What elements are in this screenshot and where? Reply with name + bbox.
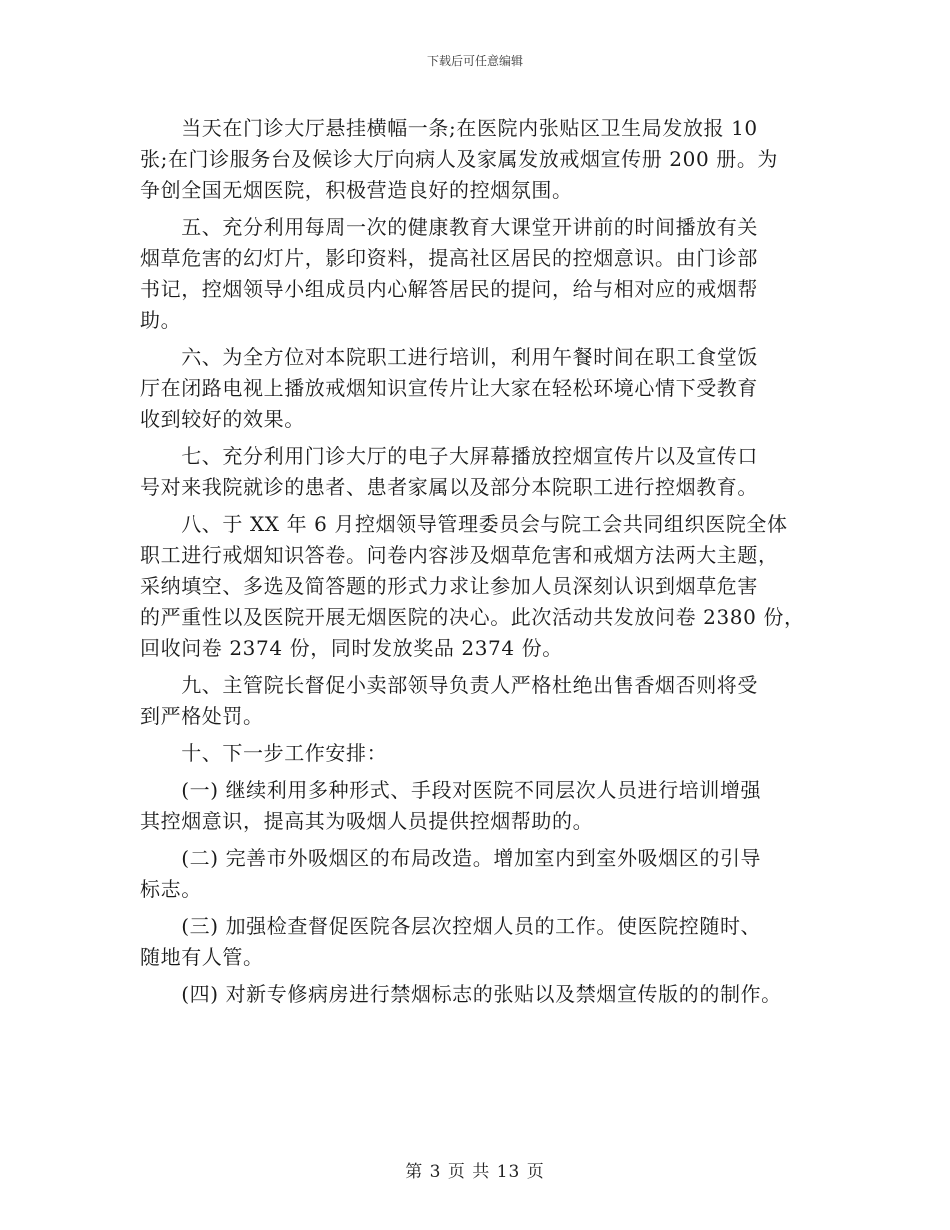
document-body	[140, 113, 830, 1010]
text-line: 助。	[140, 308, 182, 332]
text-line: 书记，控烟领导小组成员内心解答居民的提问，给与相对应的戒烟帮	[140, 277, 758, 301]
text-line: (一) 继续利用多种形式、手段对医院不同层次人员进行培训增强	[140, 778, 762, 802]
text-line: 厅在闭路电视上播放戒烟知识宣传片让大家在轻松环境心情下受教育	[140, 376, 758, 400]
page-header: 下载后可任意编辑	[426, 54, 523, 68]
text-line: 张;在门诊服务台及候诊大厅向病人及家属发放戒烟宣传册 200 册。为	[140, 147, 779, 171]
paragraph	[140, 441, 830, 503]
text-line: 随地有人管。	[140, 945, 264, 969]
paragraph	[140, 342, 830, 435]
paragraph	[140, 979, 830, 1010]
paragraph	[140, 738, 830, 769]
paragraph	[140, 775, 830, 837]
text-line: 六、为全方位对本院职工进行培训，利用午餐时间在职工食堂饭	[140, 345, 758, 369]
text-line: 当天在门诊大厅悬挂横幅一条;在医院内张贴区卫生局发放报 10	[140, 116, 758, 140]
paragraph	[140, 509, 830, 664]
text-line: 到严格处罚。	[140, 704, 264, 728]
text-line: 争创全国无烟医院，积极营造良好的控烟氛围。	[140, 178, 573, 202]
text-line: 的严重性以及医院开展无烟医院的决心。此次活动共发放问卷 2380 份，	[140, 605, 805, 629]
paragraph	[140, 212, 830, 336]
text-line: 九、主管院长督促小卖部领导负责人严格杜绝出售香烟否则将受	[140, 673, 758, 697]
text-line: 标志。	[140, 877, 202, 901]
text-line: (二) 完善市外吸烟区的布局改造。增加室内到室外吸烟区的引导	[140, 846, 762, 870]
text-line: 其控烟意识，提高其为吸烟人员提供控烟帮助的。	[140, 809, 594, 833]
paragraph	[140, 113, 830, 206]
text-line: 十、下一步工作安排：	[140, 741, 388, 765]
text-line: 七、充分利用门诊大厅的电子大屏幕播放控烟宣传片以及宣传口	[140, 444, 758, 468]
text-line: 八、于 XX 年 6 月控烟领导管理委员会与院工会共同组织医院全体	[140, 512, 788, 536]
text-line: 采纳填空、多选及简答题的形式力求让参加人员深刻认识到烟草危害	[140, 574, 758, 598]
page-number: 第 3 页 共 13 页	[405, 1162, 545, 1182]
text-line: (四) 对新专修病房进行禁烟标志的张贴以及禁烟宣传版的的制作。	[140, 982, 782, 1006]
paragraph	[140, 843, 830, 905]
text-line: 职工进行戒烟知识答卷。问卷内容涉及烟草危害和戒烟方法两大主题，	[140, 543, 779, 567]
text-line: 烟草危害的幻灯片，影印资料，提高社区居民的控烟意识。由门诊部	[140, 246, 758, 270]
text-line: (三) 加强检查督促医院各层次控烟人员的工作。使医院控随时、	[140, 914, 762, 938]
text-line: 回收问卷 2374 份，同时发放奖品 2374 份。	[140, 636, 563, 660]
paragraph	[140, 911, 830, 973]
text-line: 收到较好的效果。	[140, 407, 305, 431]
text-line: 号对来我院就诊的患者、患者家属以及部分本院职工进行控烟教育。	[140, 475, 758, 499]
paragraph	[140, 670, 830, 732]
text-line: 五、充分利用每周一次的健康教育大课堂开讲前的时间播放有关	[140, 215, 758, 239]
